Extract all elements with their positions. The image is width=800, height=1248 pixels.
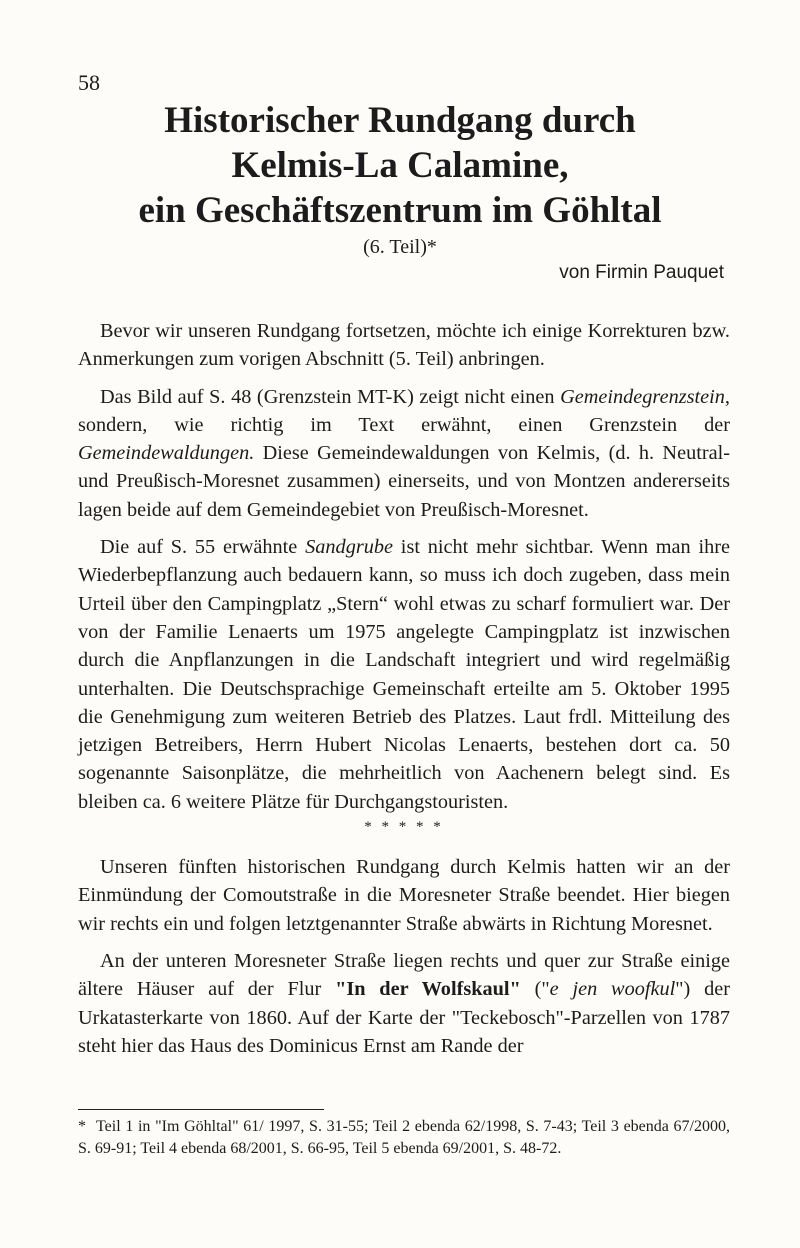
- paragraph-2: [78, 383, 730, 524]
- paragraph-5-dialect-name: e jen woofkul: [549, 978, 676, 1001]
- subtitle: (6. Teil)*: [363, 236, 437, 258]
- footnote: [78, 1116, 730, 1159]
- paragraph-1: Bevor wir unseren Rundgang fortsetzen, möchte ich einige Korrekturen bzw. Anmerkungen zum vorigen Abschnitt (5. Teil) anbringen.: [78, 320, 730, 371]
- footnote-divider: [78, 1109, 324, 1110]
- paragraph-2-text-c: , sondern, wie richtig im Text erwähnt, einen Grenzstein der: [78, 385, 730, 436]
- paragraph-5-text-e: ") der Urkatasterkarte von 1860. Auf der Karte der "Teckebosch"-Parzellen von 1787 steht hier das Haus des Dominicus Ernst am Rande der: [78, 978, 731, 1057]
- paragraph-5-text-c: (": [520, 978, 550, 1001]
- paragraph-3-text-a: Die auf S. 55 erwähnte: [100, 536, 306, 559]
- paragraph-2-emphasis-1: Gemeindegrenzstein: [560, 385, 725, 408]
- paragraph-2-text-e: Diese Gemeindewaldungen von Kelmis, (d. h. Neutral- und Preußisch-Moresnet zusammen) einerseits, und von Montzen andererseits lagen beide auf dem Gemeindegebiet von Preußisch-Moresnet.: [78, 442, 730, 521]
- author-byline: von Firmin Pauquet: [559, 262, 724, 283]
- footnote-marker: *: [78, 1118, 86, 1135]
- paragraph-3-text-c: ist nicht mehr sichtbar. Wenn man ihre Wiederbepflanzung auch bedauern kann, so muss ich doch zugeben, dass mein Urteil über den Campingplatz „Stern“ wohl etwas zu scharf formuliert war. Der von der Familie Lenaerts um 1975 angelegte Campingplatz ist inzwischen durch die Anpflanzungen in die Landschaft integriert und wird regelmäßig unterhalten. Die Deutschsprachige Gemeinschaft erteilte am 5. Oktober 1995 die Genehmigung zum weiteren Betrieb des Platzes. Laut frdl. Mitteilung des jetzigen Betreibers, Herrn Hubert Nicolas Lenaerts, bestehen dort ca. 50 sogenannte Saisonplätze, die mehrheitlich von Aachenern belegt sind. Es bleiben ca. 6 weitere Plätze für Durchgangstouristen.: [78, 536, 731, 813]
- paragraph-5-text-a: An der unteren Moresneter Straße liegen rechts und quer zur Straße einige ältere Häuser auf der Flur: [78, 949, 730, 1001]
- title-line-1: Historischer Rundgang durch: [164, 100, 636, 141]
- page-number: 58: [78, 70, 100, 95]
- article-body: [78, 317, 730, 1069]
- title-line-2: Kelmis-La Calamine,: [231, 145, 569, 186]
- paragraph-5-place-name: "In der Wolfskaul": [335, 978, 521, 1001]
- footnote-text: Teil 1 in "Im Göhltal" 61/ 1997, S. 31-55; Teil 2 ebenda 62/1998, S. 7-43; Teil 3 ebenda 67/2000, S. 69-91; Teil 4 ebenda 68/2001, S. 66-95, Teil 5 ebenda 69/2001, S. 48-72.: [78, 1118, 730, 1157]
- paragraph-3: [78, 533, 730, 816]
- paragraph-5: [78, 947, 730, 1060]
- page-title: [78, 98, 722, 233]
- paragraph-3-emphasis: Sandgrube: [305, 536, 394, 559]
- title-line-3: ein Geschäftszentrum im Göhltal: [138, 190, 662, 231]
- section-separator: * * * * *: [364, 819, 444, 836]
- paragraph-4: Unseren fünften historischen Rundgang durch Kelmis hatten wir an der Einmündung der Comoutstraße in die Moresneter Straße beendet. Hier biegen wir rechts ein und folgen letztgenannter Straße abwärts in Richtung Moresnet.: [78, 856, 730, 935]
- paragraph-2-emphasis-2: Gemeindewaldungen.: [78, 442, 255, 465]
- paragraph-2-text-a: Das Bild auf S. 48 (Grenzstein MT-K) zeigt nicht einen: [100, 385, 561, 408]
